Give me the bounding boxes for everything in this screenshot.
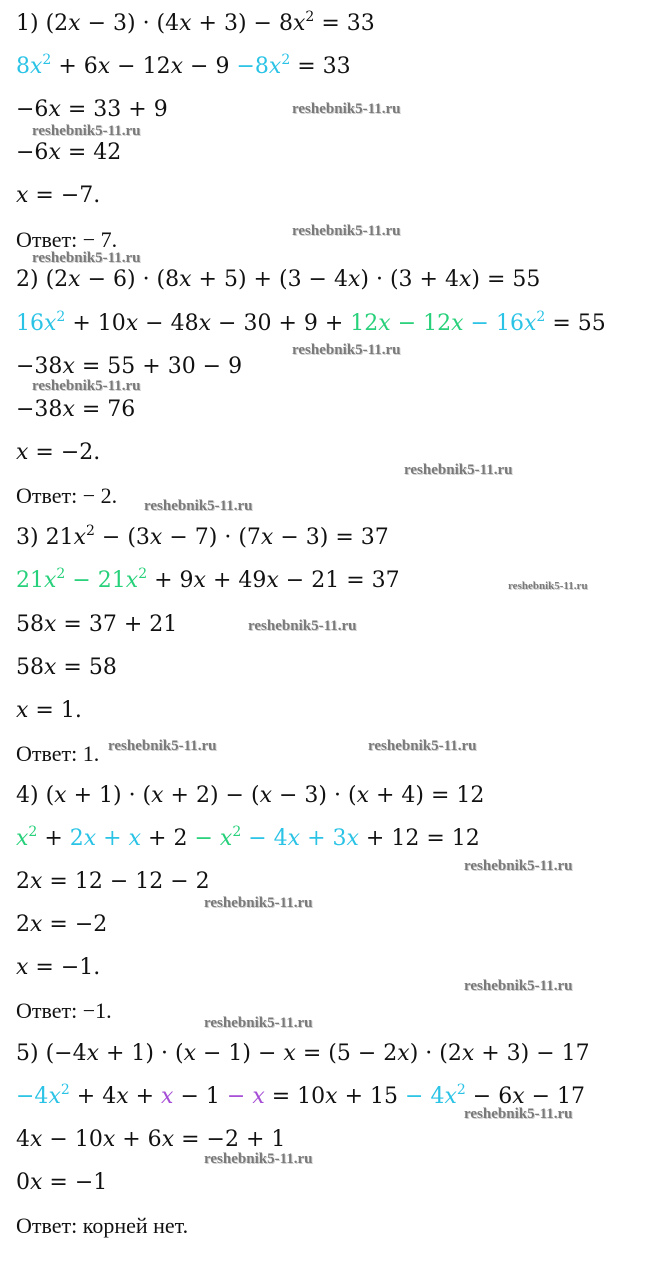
exponent: 2: [60, 1082, 70, 1098]
variable: x: [128, 826, 142, 851]
variable: x: [16, 826, 29, 851]
watermark: reshebnik5-11.ru: [292, 342, 401, 358]
math-text: ) · (2: [409, 1041, 462, 1066]
variable: x: [30, 912, 43, 937]
math-text: = 1.: [28, 698, 82, 723]
math-text: − 21 = 37: [278, 568, 400, 593]
variable: x: [125, 568, 139, 593]
variable: x: [116, 1084, 129, 1109]
math-text: 58: [16, 655, 44, 680]
math-text: +: [96, 826, 129, 851]
answer-line: [16, 997, 112, 1025]
variable: x: [461, 1041, 475, 1066]
watermark: reshebnik5-11.ru: [204, 1015, 313, 1031]
math-text: 4) (: [16, 783, 55, 808]
exponent: 2: [56, 309, 66, 325]
math-text: = −2: [42, 912, 108, 937]
variable: x: [44, 655, 57, 680]
variable: x: [183, 1041, 196, 1066]
math-text: + 6: [115, 1127, 162, 1152]
math-text: − 12: [110, 54, 171, 79]
math-text: + 15: [337, 1084, 406, 1109]
equation-line: [16, 611, 177, 639]
variable: x: [151, 783, 164, 808]
math-text: − 17: [524, 1084, 586, 1109]
math-text: + 3) − 8: [191, 11, 293, 36]
math-text: + 6: [51, 54, 98, 79]
equation-line: [16, 782, 484, 810]
exponent: 2: [56, 566, 66, 582]
variable: x: [266, 568, 279, 593]
watermark: reshebnik5-11.ru: [404, 462, 513, 478]
variable: x: [30, 54, 43, 79]
math-text: Ответ: − 2.: [16, 483, 118, 508]
math-text: = 55: [545, 311, 606, 336]
math-text: = −7.: [28, 183, 101, 208]
math-text: − 16: [463, 311, 524, 336]
math-text: −4: [16, 1084, 49, 1109]
variable: x: [54, 783, 67, 808]
math-text: + 2) − (: [163, 783, 260, 808]
math-text: = 12 − 12 − 2: [42, 869, 210, 894]
math-text: = −1: [42, 1170, 108, 1195]
math-text: = (5 − 2: [295, 1041, 398, 1066]
math-text: = 42: [60, 140, 122, 165]
variable: x: [83, 826, 97, 851]
equation-line: [16, 654, 117, 682]
variable: x: [44, 311, 57, 336]
math-text: + 1) · (: [66, 783, 152, 808]
variable: x: [356, 783, 369, 808]
equation-line: [16, 954, 100, 982]
math-text: + 4: [69, 1084, 117, 1109]
math-text: Ответ: 1.: [16, 741, 100, 766]
math-text: − 30 + 9 +: [211, 311, 351, 336]
math-text: Ответ: − 7.: [16, 227, 118, 252]
math-text: ) = 55: [471, 267, 541, 292]
watermark: reshebnik5-11.ru: [32, 378, 141, 394]
math-text: 58: [16, 612, 44, 637]
variable: x: [30, 1170, 43, 1195]
variable: x: [30, 869, 43, 894]
variable: x: [62, 354, 75, 379]
math-text: = 76: [74, 397, 136, 422]
answer-line: [16, 1212, 188, 1240]
equation-line: [16, 353, 242, 381]
math-text: − 4: [241, 826, 288, 851]
variable: x: [325, 1084, 338, 1109]
watermark: reshebnik5-11.ru: [464, 978, 573, 994]
watermark: reshebnik5-11.ru: [248, 618, 357, 634]
math-text: = −2.: [28, 440, 101, 465]
math-text: − 7) · (7: [162, 525, 261, 550]
equation-line: [16, 697, 82, 725]
variable: x: [44, 612, 57, 637]
equation-line: [16, 1040, 590, 1068]
watermark: reshebnik5-11.ru: [108, 738, 217, 754]
variable: x: [397, 1041, 410, 1066]
math-text: + 3: [300, 826, 347, 851]
math-text: − 12: [390, 311, 452, 336]
math-text: Ответ: −1.: [16, 998, 112, 1023]
math-text: = −1.: [28, 955, 101, 980]
answer-line: [16, 740, 99, 768]
variable: x: [451, 311, 464, 336]
variable: x: [346, 826, 359, 851]
math-text: −: [194, 826, 220, 851]
variable: x: [378, 311, 391, 336]
math-text: + 9: [147, 568, 194, 593]
variable: x: [179, 267, 192, 292]
watermark: reshebnik5-11.ru: [32, 250, 141, 266]
variable: x: [68, 267, 81, 292]
math-text: 8: [16, 54, 30, 79]
watermark: reshebnik5-11.ru: [292, 223, 401, 239]
watermark: reshebnik5-11.ru: [464, 858, 573, 874]
math-text: − 6: [465, 1084, 513, 1109]
math-text: 1) (2: [16, 11, 69, 36]
math-text: − 3) = 37: [273, 525, 389, 550]
math-text: − 4: [405, 1084, 445, 1109]
math-text: 2: [16, 869, 30, 894]
math-text: − (3: [94, 525, 150, 550]
math-text: + 12 = 12: [358, 826, 480, 851]
exponent: 2: [305, 9, 315, 25]
exponent: 2: [281, 52, 291, 68]
math-text: + 2: [141, 826, 195, 851]
math-text: − 6) · (8: [80, 267, 180, 292]
equation-line: [16, 310, 606, 338]
variable: x: [161, 1084, 174, 1109]
math-text: 3) 21: [16, 525, 74, 550]
variable: x: [48, 140, 61, 165]
watermark: reshebnik5-11.ru: [508, 580, 588, 592]
math-text: = 33: [290, 54, 351, 79]
equation-line: [16, 868, 210, 896]
variable: x: [260, 525, 274, 550]
equation-line: [16, 1169, 107, 1197]
variable: x: [48, 97, 61, 122]
math-text: 21: [16, 568, 44, 593]
watermark: reshebnik5-11.ru: [144, 498, 253, 514]
variable: x: [16, 698, 29, 723]
math-text: = 10: [264, 1084, 326, 1109]
variable: x: [252, 1084, 265, 1109]
equation-line: [16, 396, 135, 424]
math-text: −6: [16, 140, 49, 165]
math-text: − 48: [138, 311, 199, 336]
math-text: −38: [16, 397, 63, 422]
variable: x: [458, 267, 472, 292]
variable: x: [16, 440, 29, 465]
variable: x: [193, 568, 206, 593]
math-text: − 1) −: [196, 1041, 284, 1066]
math-text: = −2 + 1: [174, 1127, 286, 1152]
variable: x: [512, 1084, 525, 1109]
variable: x: [68, 11, 81, 36]
math-text: + 1) · (: [99, 1041, 184, 1066]
equation-line: [16, 10, 375, 38]
variable: x: [102, 1127, 116, 1152]
equation-line: [16, 266, 540, 294]
math-text: −38: [16, 354, 63, 379]
math-text: = 55 + 30 − 9: [74, 354, 243, 379]
watermark: reshebnik5-11.ru: [292, 101, 401, 117]
math-text: − 1: [173, 1084, 227, 1109]
math-text: −6: [16, 97, 49, 122]
variable: x: [16, 183, 29, 208]
math-text: 4: [16, 1127, 30, 1152]
variable: x: [44, 568, 57, 593]
variable: x: [259, 783, 272, 808]
variable: x: [62, 397, 75, 422]
math-text: −: [226, 1084, 253, 1109]
math-text: −8: [236, 54, 269, 79]
equation-line: [16, 567, 400, 595]
variable: x: [149, 525, 163, 550]
watermark: reshebnik5-11.ru: [204, 1151, 313, 1167]
math-text: +: [37, 826, 70, 851]
math-text: − 3) · (4: [80, 11, 180, 36]
math-text: − 21: [65, 568, 126, 593]
variable: x: [292, 11, 306, 36]
variable: x: [268, 54, 282, 79]
variable: x: [30, 1127, 43, 1152]
equation-line: [16, 139, 121, 167]
exponent: 2: [456, 1082, 466, 1098]
math-text: = 33 + 9: [60, 97, 168, 122]
exponent: 2: [138, 566, 148, 582]
math-text: + 5) + (3 − 4: [191, 267, 348, 292]
math-text: + 3) − 17: [474, 1041, 590, 1066]
math-text: 2: [69, 826, 84, 851]
variable: x: [170, 54, 184, 79]
equation-line: [16, 911, 107, 939]
math-text: 12: [350, 311, 379, 336]
math-text: 16: [16, 311, 44, 336]
variable: x: [97, 54, 111, 79]
math-text: 5) (−4: [16, 1041, 87, 1066]
exponent: 2: [42, 52, 52, 68]
math-text: + 4) = 12: [368, 783, 485, 808]
variable: x: [347, 267, 361, 292]
equation-line: [16, 96, 168, 124]
variable: x: [125, 311, 139, 336]
variable: x: [523, 311, 537, 336]
variable: x: [444, 1084, 457, 1109]
math-text: − 10: [42, 1127, 103, 1152]
variable: x: [48, 1084, 61, 1109]
math-text: + 10: [65, 311, 126, 336]
math-text: = 37 + 21: [56, 612, 178, 637]
equation-line: [16, 53, 351, 81]
variable: x: [198, 311, 212, 336]
watermark: reshebnik5-11.ru: [464, 1106, 573, 1122]
variable: x: [179, 11, 192, 36]
watermark: reshebnik5-11.ru: [32, 123, 141, 139]
variable: x: [287, 826, 301, 851]
variable: x: [86, 1041, 100, 1066]
math-text: − 3) · (: [272, 783, 357, 808]
answer-line: [16, 482, 117, 510]
math-text: Ответ: корней нет.: [16, 1213, 189, 1238]
math-text: + 49: [205, 568, 267, 593]
equation-line: [16, 182, 100, 210]
equation-line: [16, 1126, 285, 1154]
exponent: 2: [232, 824, 242, 840]
equation-line: [16, 524, 389, 552]
math-text: ) · (3 + 4: [360, 267, 459, 292]
math-text: 2: [16, 912, 30, 937]
math-text: = 58: [56, 655, 117, 680]
watermark: reshebnik5-11.ru: [204, 895, 313, 911]
variable: x: [219, 826, 233, 851]
math-text: = 33: [314, 11, 375, 36]
watermark: reshebnik5-11.ru: [368, 738, 477, 754]
math-text: − 9: [183, 54, 237, 79]
math-text: 2) (2: [16, 267, 69, 292]
variable: x: [161, 1127, 175, 1152]
variable: x: [73, 525, 86, 550]
exponent: 2: [28, 824, 38, 840]
equation-line: [16, 439, 100, 467]
math-text: 0: [16, 1170, 30, 1195]
exponent: 2: [86, 523, 95, 539]
math-text: +: [128, 1084, 162, 1109]
equation-line: [16, 825, 480, 853]
variable: x: [16, 955, 29, 980]
exponent: 2: [536, 309, 546, 325]
variable: x: [283, 1041, 296, 1066]
